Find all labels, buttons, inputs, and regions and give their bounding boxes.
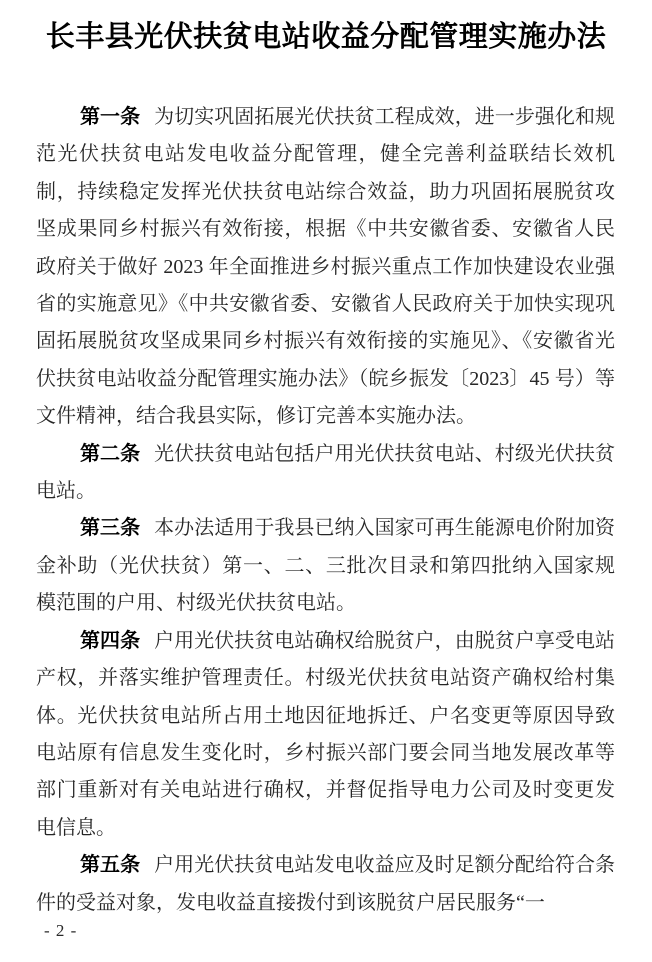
document-title: 长丰县光伏扶贫电站收益分配管理实施办法 xyxy=(45,21,607,53)
article-2 xyxy=(36,436,615,511)
article-1 xyxy=(36,99,615,436)
article-3 xyxy=(36,510,615,622)
article-3-number: 第三条 xyxy=(80,517,141,540)
article-4 xyxy=(36,623,615,847)
article-2-number: 第二条 xyxy=(80,442,141,465)
article-1-number: 第一条 xyxy=(80,106,141,128)
page-number: - 2 - xyxy=(44,921,78,940)
article-1-text: 为切实巩固拓展光伏扶贫工程成效，进一步强化和规范光伏扶贫电站发电收益分配管理，健全完善利益联结长效机制，持续稳定发挥光伏扶贫电站综合效益，助力巩固拓展脱贫攻坚成果同乡村振兴有效衔接，根据《中共安徽省委、安徽省人民政府关于做好 2023 年全面推进乡村振兴重点工作加快建设农业强省的实施意见》《中共安徽省委、安徽省人民政府关于加快实现巩固拓展脱贫攻坚成果同乡村振兴有效衔接的实施见》、《安徽省光伏扶贫电站收益分配管理实施办法》（皖乡振发〔2023〕45 号）等文件精神，结合我县实际，修订完善本实施办法。 xyxy=(36,106,616,428)
article-5-text: 户用光伏扶贫电站发电收益应及时足额分配给符合条件的受益对象，发电收益直接拨付到该脱贫户居民服务“一 xyxy=(36,854,616,914)
document-body xyxy=(36,99,615,922)
article-4-text: 户用光伏扶贫电站确权给脱贫户，由脱贫户享受电站产权，并落实维护管理责任。村级光伏扶贫电站资产确权给村集体。光伏扶贫电站所占用土地因征地拆迁、户名变更等原因导致电站原有信息发生变化时，乡村振兴部门要会同当地发展改革等部门重新对有关电站进行确权，并督促指导电力公司及时变更发电信息。 xyxy=(36,629,616,839)
article-2-text: 光伏扶贫电站包括户用光伏扶贫电站、村级光伏扶贫电站。 xyxy=(36,442,616,503)
article-5-number: 第五条 xyxy=(80,854,141,877)
article-4-number: 第四条 xyxy=(80,629,141,652)
article-3-text: 本办法适用于我县已纳入国家可再生能源电价附加资金补助（光伏扶贫）第一、二、三批次目录和第四批纳入国家规模范围的户用、村级光伏扶贫电站。 xyxy=(36,517,616,615)
article-5 xyxy=(36,847,615,922)
